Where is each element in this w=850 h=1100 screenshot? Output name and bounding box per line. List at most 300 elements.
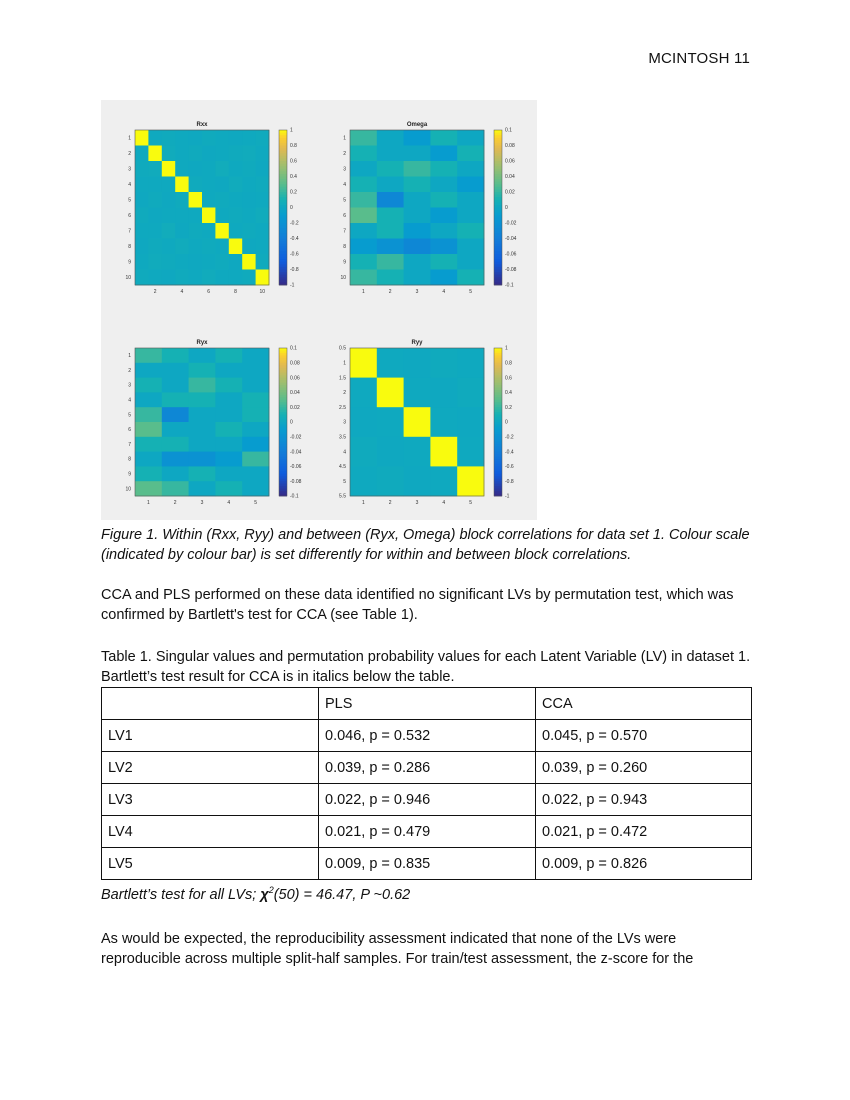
colorbar-segment [279, 370, 287, 373]
colorbar-segment [279, 363, 287, 366]
heatmap-cell [162, 422, 189, 437]
table-cell: 0.009, p = 0.826 [536, 848, 752, 880]
heatmap-cell [189, 466, 216, 481]
table-row [102, 816, 752, 848]
heatmap-cell [215, 422, 242, 437]
chi-superscript: 2 [268, 885, 274, 895]
y-tick-label: 6 [128, 212, 131, 219]
colorbar-segment [494, 385, 502, 388]
colorbar-segment [494, 239, 502, 242]
colorbar-segment [279, 358, 287, 361]
heatmap-cell [377, 192, 404, 208]
heatmap-cell [189, 239, 203, 255]
table-cell: 0.021, p = 0.479 [319, 816, 536, 848]
heatmap-cell [148, 254, 162, 270]
heatmap-cell [242, 161, 256, 177]
heatmap-cell [215, 481, 242, 496]
colorbar-segment [279, 348, 287, 351]
y-tick-label: 2 [343, 150, 346, 157]
heatmap-cell [242, 452, 269, 467]
table-row [102, 752, 752, 784]
colorbar-segment [494, 390, 502, 393]
heatmap-panel [125, 340, 301, 506]
heatmap-cell [457, 239, 484, 255]
y-tick-label: 1 [128, 135, 131, 142]
colorbar-segment [279, 277, 287, 280]
colorbar-segment [279, 355, 287, 358]
colorbar-segment [494, 459, 502, 462]
colorbar-segment [494, 246, 502, 249]
heatmap-cell [229, 239, 243, 255]
colorbar-segment [494, 444, 502, 447]
heatmap-cell [377, 223, 404, 239]
heatmap-cell [175, 146, 189, 162]
heatmap-cell [135, 177, 149, 193]
heatmap-cell [162, 254, 176, 270]
table-row [102, 848, 752, 880]
y-tick-label: 0.5 [339, 345, 346, 352]
colorbar-segment [494, 210, 502, 213]
colorbar-segment [279, 442, 287, 445]
colorbar-segment [279, 164, 287, 167]
heatmap-cell [430, 378, 457, 408]
colorbar-segment [494, 486, 502, 489]
y-tick-label: 2 [128, 150, 131, 157]
colorbar-segment [494, 461, 502, 464]
heatmap-cell [242, 254, 256, 270]
colorbar-segment [279, 474, 287, 477]
colorbar-segment [494, 375, 502, 378]
colorbar-segment [279, 156, 287, 159]
y-tick-label: 4 [128, 397, 131, 404]
y-tick-label: 4 [343, 449, 346, 456]
heatmap-cell [404, 239, 431, 255]
heatmap-cell [350, 177, 377, 193]
heatmap-cell [135, 254, 149, 270]
colorbar-segment [494, 280, 502, 283]
x-tick-label: 3 [415, 500, 419, 506]
colorbar-segment [494, 226, 502, 229]
heatmap-title: Omega [406, 122, 428, 128]
colorbar-tick-label: 0.04 [290, 390, 300, 397]
heatmap-cell [162, 378, 189, 393]
heatmap-cell [202, 254, 216, 270]
colorbar-segment [279, 270, 287, 273]
heatmap-cell [404, 192, 431, 208]
colorbar-segment [494, 264, 502, 267]
heatmap-cell [377, 348, 404, 378]
colorbar-segment [279, 246, 287, 249]
colorbar-segment [494, 241, 502, 244]
colorbar-tick-label: -0.2 [505, 434, 514, 441]
heatmap-cell [215, 130, 229, 146]
colorbar-tick-label: -1 [290, 282, 295, 289]
colorbar-segment [494, 244, 502, 247]
heatmap-cell [256, 192, 270, 208]
y-tick-label: 2.5 [339, 404, 346, 411]
colorbar-segment [494, 358, 502, 361]
colorbar-segment [494, 228, 502, 231]
colorbar-segment [279, 280, 287, 283]
colorbar-segment [494, 481, 502, 484]
colorbar-segment [279, 471, 287, 474]
y-tick-label: 4 [343, 181, 346, 188]
heatmap-cell [175, 192, 189, 208]
y-tick-label: 5 [343, 478, 346, 485]
heatmap-cell [189, 130, 203, 146]
colorbar-segment [494, 471, 502, 474]
colorbar-tick-label: 0.02 [505, 189, 515, 196]
heatmap-cell [242, 192, 256, 208]
heatmap-cell [135, 437, 162, 452]
colorbar-segment [494, 491, 502, 494]
heatmap-cell [189, 177, 203, 193]
colorbar-segment [494, 412, 502, 415]
colorbar-segment [279, 161, 287, 164]
colorbar-segment [494, 474, 502, 477]
colorbar-segment [279, 461, 287, 464]
y-tick-label: 5 [128, 412, 131, 419]
y-tick-label: 10 [125, 274, 131, 281]
x-tick-label: 2 [153, 289, 157, 295]
colorbar-segment [279, 397, 287, 400]
colorbar-segment [279, 220, 287, 223]
colorbar-segment [494, 476, 502, 479]
colorbar-tick-label: -0.4 [290, 236, 299, 243]
heatmap-cell [242, 378, 269, 393]
y-tick-label: 5 [128, 197, 131, 204]
colorbar-segment [494, 275, 502, 278]
heatmap-title: Ryy [411, 340, 423, 346]
colorbar-segment [279, 133, 287, 136]
heatmap-title: Ryx [196, 340, 208, 346]
colorbar-tick-label: 0.6 [505, 375, 512, 382]
heatmap-cell [256, 239, 270, 255]
colorbar-segment [494, 383, 502, 386]
colorbar-segment [279, 452, 287, 455]
colorbar-segment [279, 387, 287, 390]
colorbar-segment [279, 169, 287, 172]
colorbar-segment [494, 182, 502, 185]
colorbar-tick-label: 0.4 [290, 174, 297, 181]
table-cell: 0.039, p = 0.260 [536, 752, 752, 784]
colorbar-segment [279, 437, 287, 440]
colorbar-segment [279, 368, 287, 371]
table-cell: LV3 [102, 784, 319, 816]
colorbar-segment [279, 195, 287, 198]
colorbar-segment [279, 264, 287, 267]
colorbar-segment [279, 218, 287, 221]
heatmap-cell [189, 437, 216, 452]
heatmap-cell [148, 208, 162, 224]
heatmap-cell [430, 254, 457, 270]
heatmap-cell [242, 363, 269, 378]
heatmap-cell [256, 146, 270, 162]
colorbar-tick-label: 0.8 [505, 360, 512, 367]
paragraph-2: As would be expected, the reproducibility assessment indicated that none of the LVs were reproducible across multiple split-half samples. For train/test assessment, the z-score for the [101, 931, 694, 967]
heatmap-cell [148, 130, 162, 146]
y-tick-label: 6 [128, 427, 131, 434]
colorbar-segment [494, 192, 502, 195]
heatmap-cell [162, 223, 176, 239]
colorbar-tick-label: -0.06 [505, 251, 517, 258]
colorbar-segment [494, 133, 502, 136]
colorbar-segment [494, 231, 502, 234]
colorbar-segment [279, 353, 287, 356]
colorbar-segment [494, 449, 502, 452]
colorbar-segment [494, 429, 502, 432]
heatmap-cell [189, 254, 203, 270]
colorbar-tick-label: -0.6 [505, 464, 514, 471]
heatmap-cell [350, 161, 377, 177]
x-tick-label: 2 [388, 289, 392, 295]
heatmap-title: Rxx [196, 122, 208, 128]
heatmap-cell [377, 161, 404, 177]
x-tick-label: 4 [227, 500, 231, 506]
heatmap-cell [215, 146, 229, 162]
heatmap-cell [242, 177, 256, 193]
heatmap-cell [457, 378, 484, 408]
heatmap-cell [148, 270, 162, 286]
colorbar-segment [279, 449, 287, 452]
heatmap-cell [135, 130, 149, 146]
colorbar-segment [494, 174, 502, 177]
x-tick-label: 2 [173, 500, 177, 506]
heatmap-cell [242, 422, 269, 437]
x-tick-label: 1 [362, 500, 365, 506]
colorbar-segment [494, 195, 502, 198]
heatmap-cell [162, 466, 189, 481]
y-tick-label: 9 [128, 471, 131, 478]
heatmap-cell [229, 192, 243, 208]
colorbar-segment [494, 236, 502, 239]
colorbar-segment [494, 220, 502, 223]
heatmap-cell [350, 130, 377, 146]
heatmap-cell [377, 437, 404, 467]
colorbar-segment [494, 479, 502, 482]
colorbar-segment [494, 197, 502, 200]
colorbar-segment [494, 415, 502, 418]
heatmap-cell [135, 422, 162, 437]
colorbar-segment [279, 189, 287, 192]
colorbar-segment [279, 429, 287, 432]
heatmap-cell [202, 130, 216, 146]
y-tick-label: 3 [343, 419, 346, 426]
heatmap-cell [430, 437, 457, 467]
colorbar-segment [494, 457, 502, 460]
colorbar-segment [494, 200, 502, 203]
table-row [102, 720, 752, 752]
heatmap-cell [457, 161, 484, 177]
heatmap-cell [350, 239, 377, 255]
heatmap-panel [339, 340, 514, 506]
heatmap-cell [350, 146, 377, 162]
heatmap-cell [162, 177, 176, 193]
heatmap-cell [457, 177, 484, 193]
y-tick-label: 6 [343, 212, 346, 219]
colorbar-segment [279, 380, 287, 383]
heatmap-cell [135, 208, 149, 224]
table-1 [101, 687, 752, 880]
colorbar-segment [279, 177, 287, 180]
x-tick-label: 3 [415, 289, 419, 295]
colorbar-segment [279, 360, 287, 363]
colorbar-tick-label: 1 [505, 345, 508, 352]
heatmap-cell [148, 146, 162, 162]
heatmap-cell [242, 223, 256, 239]
heatmap-cell [148, 192, 162, 208]
y-tick-label: 8 [128, 243, 131, 250]
heatmap-cell [430, 130, 457, 146]
heatmap-cell [135, 146, 149, 162]
heatmap-panel [340, 122, 516, 295]
heatmap-cell [430, 223, 457, 239]
colorbar-segment [494, 454, 502, 457]
bartlett-result [101, 885, 410, 903]
colorbar-tick-label: -1 [505, 493, 510, 500]
colorbar-tick-label: 0.02 [290, 404, 300, 411]
colorbar-tick-label: 0.8 [290, 143, 297, 150]
colorbar-segment [494, 272, 502, 275]
heatmap-cell [256, 177, 270, 193]
colorbar-segment [494, 254, 502, 257]
heatmap-cell [189, 452, 216, 467]
colorbar-segment [279, 226, 287, 229]
colorbar-tick-label: -0.2 [290, 220, 299, 227]
colorbar-segment [279, 459, 287, 462]
colorbar-segment [494, 447, 502, 450]
heatmap-panel [125, 122, 298, 295]
colorbar-segment [279, 390, 287, 393]
heatmap-cell [404, 223, 431, 239]
heatmap-cell [377, 254, 404, 270]
colorbar-segment [494, 392, 502, 395]
heatmap-cell [135, 348, 162, 363]
colorbar-segment [279, 182, 287, 185]
heatmap-cell [135, 392, 162, 407]
colorbar-tick-label: 0.06 [290, 375, 300, 382]
heatmap-cell [457, 223, 484, 239]
colorbar-segment [494, 166, 502, 169]
colorbar-segment [279, 244, 287, 247]
colorbar-tick-label: -0.04 [290, 449, 302, 456]
colorbar-segment [494, 184, 502, 187]
colorbar-segment [494, 156, 502, 159]
table-cell: 0.009, p = 0.835 [319, 848, 536, 880]
colorbar-segment [279, 420, 287, 423]
heatmap-cell [215, 378, 242, 393]
heatmap-cell [350, 208, 377, 224]
colorbar-segment [494, 368, 502, 371]
colorbar-segment [279, 481, 287, 484]
heatmap-cell [457, 192, 484, 208]
colorbar-segment [494, 135, 502, 138]
colorbar-tick-label: -0.8 [505, 478, 514, 485]
heatmap-cell [135, 192, 149, 208]
colorbar-segment [279, 476, 287, 479]
colorbar-tick-label: 0.1 [290, 345, 297, 352]
y-tick-label: 7 [128, 441, 131, 448]
colorbar-tick-label: -0.8 [290, 267, 299, 274]
heatmap-cell [377, 378, 404, 408]
y-tick-label: 2 [128, 367, 131, 374]
heatmap-cell [430, 407, 457, 437]
colorbar-segment [279, 166, 287, 169]
colorbar-segment [494, 464, 502, 467]
colorbar-segment [494, 187, 502, 190]
heatmap-cell [404, 177, 431, 193]
heatmap-cell [350, 192, 377, 208]
colorbar-segment [494, 208, 502, 211]
heatmap-cell [350, 466, 377, 496]
colorbar-segment [494, 373, 502, 376]
heatmap-cell [202, 208, 216, 224]
colorbar-segment [494, 363, 502, 366]
heatmap-cell [350, 223, 377, 239]
colorbar-segment [494, 138, 502, 141]
y-tick-label: 4 [128, 181, 131, 188]
heatmap-cell [215, 407, 242, 422]
heatmap-cell [215, 452, 242, 467]
colorbar-segment [279, 228, 287, 231]
colorbar-segment [494, 151, 502, 154]
heatmap-cell [242, 481, 269, 496]
colorbar-segment [494, 267, 502, 270]
colorbar-segment [494, 205, 502, 208]
colorbar-segment [279, 407, 287, 410]
heatmap-cell [242, 239, 256, 255]
colorbar-segment [279, 395, 287, 398]
colorbar-segment [279, 254, 287, 257]
heatmap-cell [404, 254, 431, 270]
colorbar-segment [279, 491, 287, 494]
heatmap-cell [189, 223, 203, 239]
y-tick-label: 10 [340, 274, 346, 281]
colorbar-segment [279, 400, 287, 403]
colorbar-segment [494, 360, 502, 363]
y-tick-label: 4.5 [339, 464, 346, 471]
heatmap-cell [350, 348, 377, 378]
colorbar-segment [279, 267, 287, 270]
heatmap-cell [215, 348, 242, 363]
heatmap-cell [430, 192, 457, 208]
heatmap-cell [350, 378, 377, 408]
heatmap-cell [256, 130, 270, 146]
colorbar-segment [279, 469, 287, 472]
heatmap-cell [215, 363, 242, 378]
heatmap-cell [377, 407, 404, 437]
colorbar-tick-label: 0.08 [290, 360, 300, 367]
colorbar-segment [279, 447, 287, 450]
colorbar-segment [279, 251, 287, 254]
heatmap-cell [404, 466, 431, 496]
colorbar-tick-label: -0.02 [290, 434, 302, 441]
colorbar-segment [279, 151, 287, 154]
colorbar-segment [494, 370, 502, 373]
colorbar-segment [494, 437, 502, 440]
colorbar-segment [494, 215, 502, 218]
colorbar-segment [494, 439, 502, 442]
colorbar-segment [279, 405, 287, 408]
heatmap-cell [229, 223, 243, 239]
heatmap-cell [175, 223, 189, 239]
heatmap-cell [377, 466, 404, 496]
colorbar-segment [494, 432, 502, 435]
heatmap-cell [162, 348, 189, 363]
colorbar-segment [279, 202, 287, 205]
colorbar-segment [494, 350, 502, 353]
colorbar-segment [494, 158, 502, 161]
